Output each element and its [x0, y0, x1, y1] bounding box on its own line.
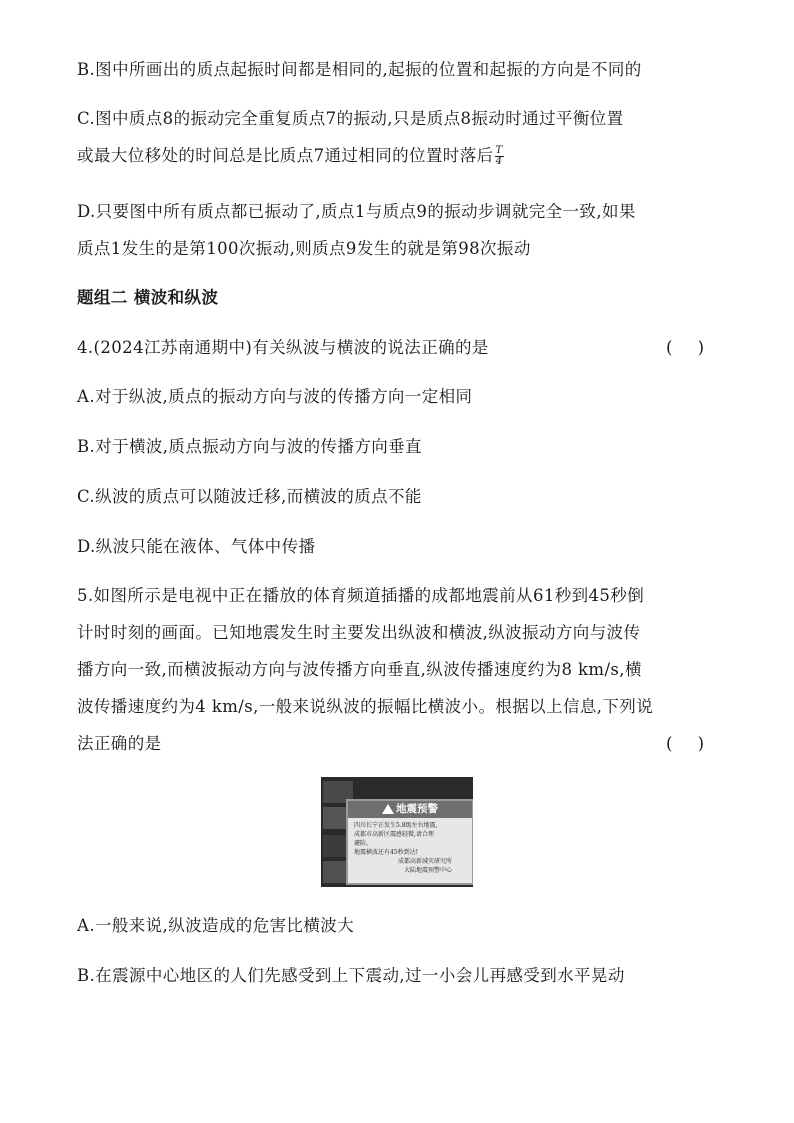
option-c-text-cont-body: 或最大位移处的时间总是比质点7通过相同的位置时落后 [77, 146, 494, 165]
option-c-text-cont [77, 145, 504, 167]
question-5-stem-line-1: 5.如图所示是电视中正在播放的体育频道插播的成都地震前从61秒到45秒倒 [77, 586, 645, 605]
question-5-stem-line-3: 播方向一致,而横波振动方向与波传播方向垂直,纵波传播速度约为8 km/s,横 [77, 660, 642, 679]
warning-notice-line: 成都高新减灾研究所 [398, 858, 453, 865]
question-5-stem-line-4: 波传播速度约为4 km/s,一般来说纵波的振幅比横波小。根据以上信息,下列说 [77, 697, 654, 716]
fraction-t-over-4 [495, 146, 504, 167]
question-4-answer-blank: ( ) [666, 338, 715, 357]
section-heading: 题组二 横波和纵波 [77, 288, 219, 307]
option-d-text-cont: 质点1发生的是第100次振动,则质点9发生的就是第98次振动 [77, 239, 531, 258]
question-5-option-b: B.在震源中心地区的人们先感受到上下震动,过一小会儿再感受到水平晃动 [77, 966, 625, 985]
warning-notice-line: 成都市高新区震感轻微,请合理 [354, 831, 434, 838]
warning-notice-line: 大陆地震预警中心 [404, 867, 453, 874]
question-5-stem-line-5: 法正确的是 [77, 734, 162, 753]
warning-notice-title-text: 地震预警 [396, 803, 438, 815]
option-c-text: C.图中质点8的振动完全重复质点7的振动,只是质点8振动时通过平衡位置 [77, 109, 624, 128]
warning-notice-title [348, 801, 472, 818]
question-4-stem: 4.(2024江苏南通期中)有关纵波与横波的说法正确的是 [77, 338, 489, 357]
warning-triangle-icon [382, 804, 394, 814]
warning-notice-line: 四川长宁正发生5.8级左右地震, [354, 822, 438, 829]
question-4-option-a: A.对于纵波,质点的振动方向与波的传播方向一定相同 [77, 387, 473, 406]
question-5-option-a: A.一般来说,纵波造成的危害比横波大 [77, 916, 355, 935]
question-5-answer-blank: ( ) [666, 734, 715, 753]
warning-notice-box [346, 799, 473, 885]
fraction-denominator: 4 [495, 156, 503, 167]
option-d-text: D.只要图中所有质点都已振动了,质点1与质点9的振动步调就完全一致,如果 [77, 202, 636, 221]
question-4-option-d: D.纵波只能在液体、气体中传播 [77, 537, 316, 556]
earthquake-warning-photo [321, 777, 473, 887]
fraction-numerator: T [495, 145, 503, 156]
question-4-option-c: C.纵波的质点可以随波迁移,而横波的质点不能 [77, 487, 422, 506]
option-b-text: B.图中所画出的质点起振时间都是相同的,起振的位置和起振的方向是不同的 [77, 60, 642, 79]
warning-notice-line: 地震横波还有45秒到达! [354, 849, 419, 856]
question-5-stem-line-2: 计时时刻的画面。已知地震发生时主要发出纵波和横波,纵波振动方向与波传 [77, 623, 641, 642]
question-4-option-b: B.对于横波,质点振动方向与波的传播方向垂直 [77, 437, 422, 456]
warning-notice-line: 避险。 [354, 840, 373, 847]
